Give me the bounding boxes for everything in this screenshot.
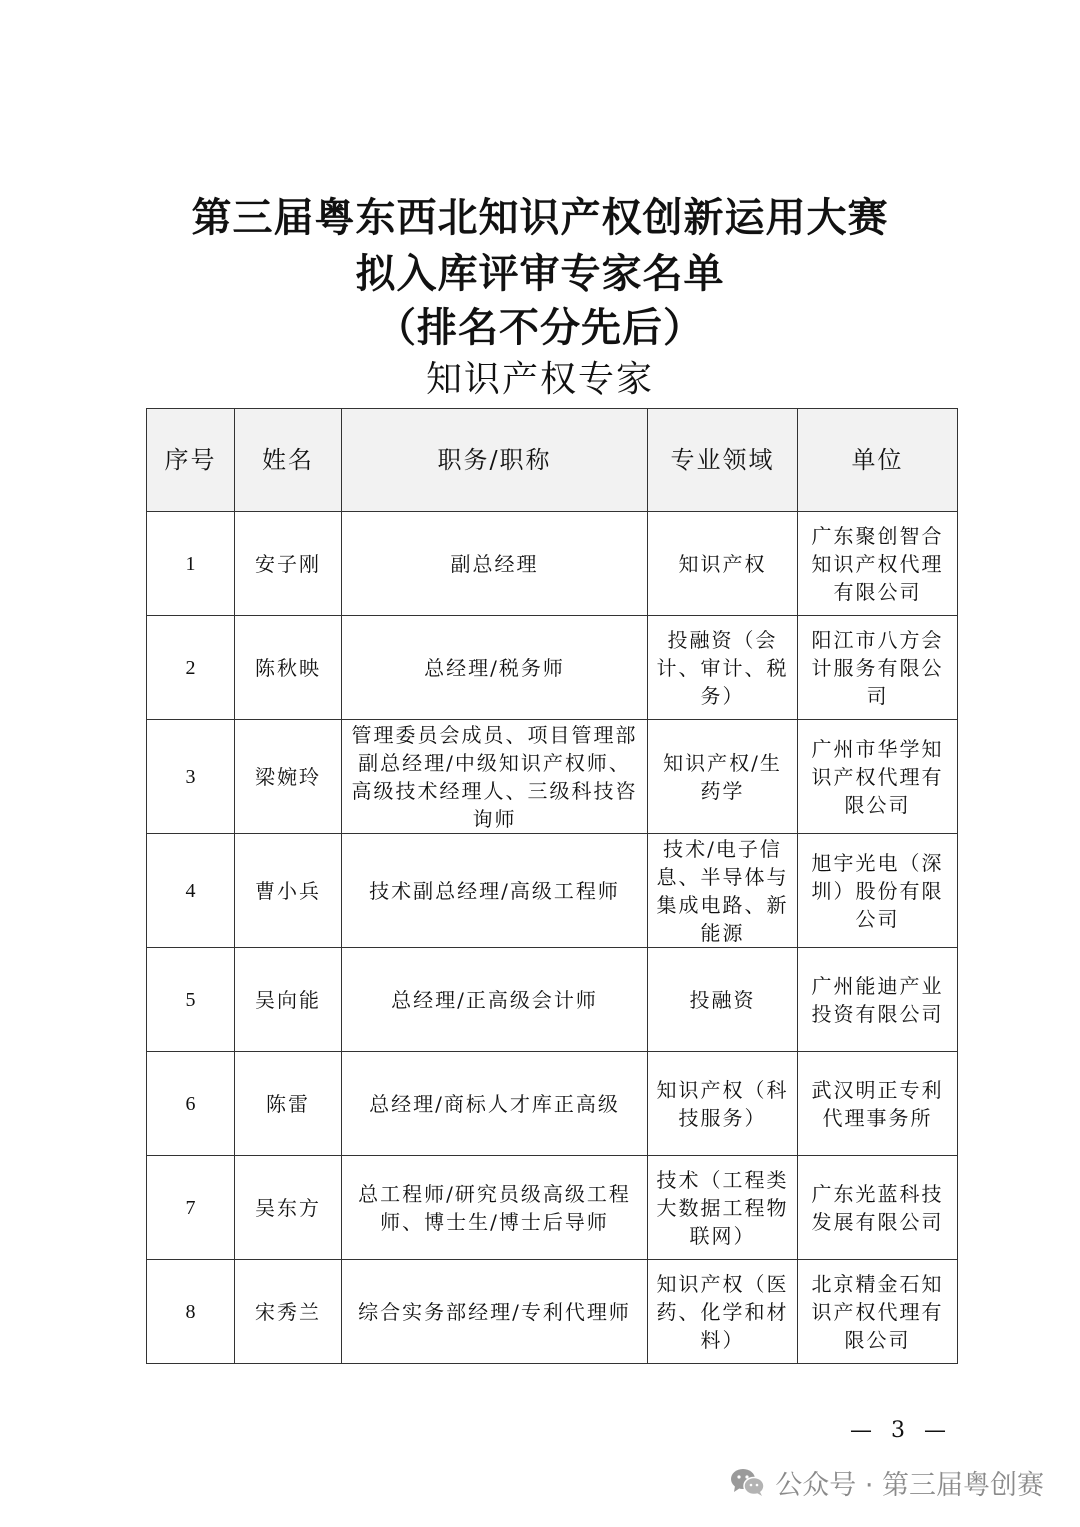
- cell-field: 知识产权: [648, 512, 798, 616]
- expert-table: [146, 408, 958, 1364]
- cell-name: 安子刚: [235, 512, 342, 616]
- cell-org: 阳江市八方会计服务有限公司: [798, 616, 958, 720]
- cell-org: 广州市华学知识产权代理有限公司: [798, 720, 958, 834]
- table-row: [147, 1052, 958, 1156]
- cell-org: 广东光蓝科技发展有限公司: [798, 1156, 958, 1260]
- cell-name: 梁婉玲: [235, 720, 342, 834]
- document-title: 第三届粤东西北知识产权创新运用大赛: [191, 194, 889, 241]
- cell-number: 1: [147, 512, 235, 616]
- document-title-note: （排名不分先后）: [376, 304, 704, 351]
- cell-field: 知识产权/生药学: [648, 720, 798, 834]
- cell-org: 旭宇光电（深圳）股份有限公司: [798, 834, 958, 948]
- page-number: — 3 —: [850, 1418, 952, 1443]
- cell-name: 陈秋映: [235, 616, 342, 720]
- document-title-line2: 拟入库评审专家名单: [355, 250, 725, 297]
- table-header-row: [147, 409, 958, 512]
- cell-org: 北京精金石知识产权代理有限公司: [798, 1260, 958, 1364]
- cell-number: 4: [147, 834, 235, 948]
- cell-field: 知识产权（科技服务）: [648, 1052, 798, 1156]
- cell-name: 吴东方: [235, 1156, 342, 1260]
- cell-name: 宋秀兰: [235, 1260, 342, 1364]
- cell-field: 技术/电子信息、半导体与集成电路、新能源: [648, 834, 798, 948]
- cell-number: 5: [147, 948, 235, 1052]
- header-org: 单位: [798, 409, 958, 512]
- wechat-icon: [729, 1467, 767, 1497]
- table-row: [147, 512, 958, 616]
- cell-position: 管理委员会成员、项目管理部副总经理/中级知识产权师、高级技术经理人、三级科技咨询师: [342, 720, 648, 834]
- cell-position: 总工程师/研究员级高级工程师、博士生/博士后导师: [342, 1156, 648, 1260]
- cell-number: 7: [147, 1156, 235, 1260]
- cell-position: 总经理/税务师: [342, 616, 648, 720]
- table-row: [147, 720, 958, 834]
- header-position: 职务/职称: [342, 409, 648, 512]
- cell-field: 知识产权（医药、化学和材料）: [648, 1260, 798, 1364]
- cell-name: 曹小兵: [235, 834, 342, 948]
- watermark: [729, 1462, 1044, 1502]
- cell-org: 广东聚创智合知识产权代理有限公司: [798, 512, 958, 616]
- header-name: 姓名: [235, 409, 342, 512]
- cell-field: 投融资: [648, 948, 798, 1052]
- cell-position: 技术副总经理/高级工程师: [342, 834, 648, 948]
- table-row: [147, 834, 958, 948]
- cell-position: 总经理/正高级会计师: [342, 948, 648, 1052]
- header-field: 专业领域: [648, 409, 798, 512]
- section-subtitle: 知识产权专家: [425, 359, 654, 400]
- cell-position: 副总经理: [342, 512, 648, 616]
- cell-org: 广州能迪产业投资有限公司: [798, 948, 958, 1052]
- cell-field: 投融资（会计、审计、税务）: [648, 616, 798, 720]
- cell-number: 6: [147, 1052, 235, 1156]
- table-row: [147, 948, 958, 1052]
- cell-position: 总经理/商标人才库正高级: [342, 1052, 648, 1156]
- cell-name: 吴向能: [235, 948, 342, 1052]
- cell-number: 2: [147, 616, 235, 720]
- table-row: [147, 616, 958, 720]
- watermark-text: 公众号 · 第三届粤创赛: [775, 1469, 1044, 1501]
- cell-number: 3: [147, 720, 235, 834]
- table-row: [147, 1260, 958, 1364]
- cell-name: 陈雷: [235, 1052, 342, 1156]
- cell-field: 技术（工程类大数据工程物联网）: [648, 1156, 798, 1260]
- cell-position: 综合实务部经理/专利代理师: [342, 1260, 648, 1364]
- cell-org: 武汉明正专利代理事务所: [798, 1052, 958, 1156]
- cell-number: 8: [147, 1260, 235, 1364]
- header-number: 序号: [147, 409, 235, 512]
- table-row: [147, 1156, 958, 1260]
